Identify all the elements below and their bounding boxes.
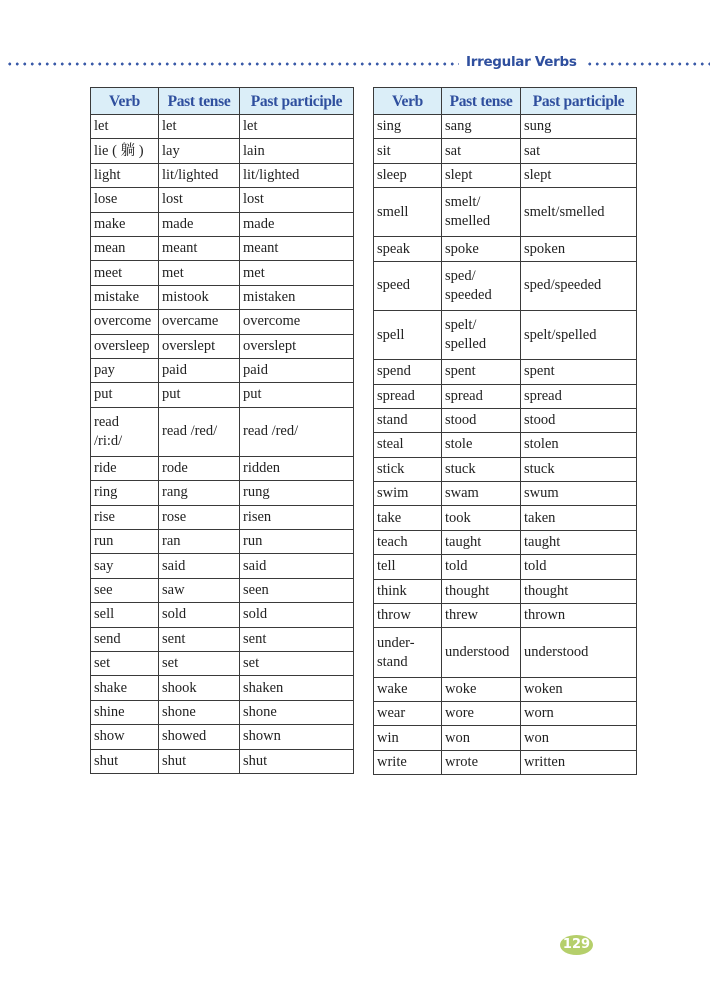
table-row (91, 139, 354, 163)
table-row (91, 188, 354, 212)
table-row (91, 578, 354, 602)
past-tense-cell: stood (442, 408, 521, 432)
past-participle-cell: sent (240, 627, 354, 651)
past-participle-cell: spelt/spelled (521, 310, 637, 359)
past-participle-cell: shone (240, 700, 354, 724)
verb-cell: wear (374, 702, 442, 726)
table-row (374, 408, 637, 432)
past-tense-cell: shone (159, 700, 240, 724)
table-row (91, 261, 354, 285)
past-tense-cell: took (442, 506, 521, 530)
table-row (374, 261, 637, 310)
past-participle-cell: worn (521, 702, 637, 726)
past-participle-cell: sat (521, 139, 637, 163)
verb-cell: win (374, 726, 442, 750)
past-tense-cell: won (442, 726, 521, 750)
column-header-past-tense: Past tense (159, 88, 240, 115)
past-participle-cell: slept (521, 163, 637, 187)
table-row (91, 505, 354, 529)
past-participle-cell: risen (240, 505, 354, 529)
past-tense-cell: rose (159, 505, 240, 529)
past-participle-cell: woken (521, 677, 637, 701)
past-participle-cell: made (240, 212, 354, 236)
verb-cell: stick (374, 457, 442, 481)
past-tense-cell: met (159, 261, 240, 285)
verb-cell: swim (374, 482, 442, 506)
past-tense-cell: rode (159, 456, 240, 480)
past-participle-cell: lit/lighted (240, 163, 354, 187)
past-participle-cell: seen (240, 578, 354, 602)
past-tense-cell: sent (159, 627, 240, 651)
past-tense-cell: lit/lighted (159, 163, 240, 187)
table-row (91, 676, 354, 700)
past-participle-cell: spent (521, 360, 637, 384)
past-tense-cell: read /red/ (159, 407, 240, 456)
past-participle-cell: stolen (521, 433, 637, 457)
verb-cell: oversleep (91, 334, 159, 358)
past-tense-cell: set (159, 652, 240, 676)
past-tense-cell: overcame (159, 310, 240, 334)
past-participle-cell: lost (240, 188, 354, 212)
verb-cell: smell (374, 188, 442, 237)
verb-cell: shine (91, 700, 159, 724)
table-row (91, 212, 354, 236)
past-participle-cell: lain (240, 139, 354, 163)
verb-cell: ride (91, 456, 159, 480)
past-tense-cell: said (159, 554, 240, 578)
past-tense-cell: rang (159, 481, 240, 505)
table-row (374, 384, 637, 408)
past-participle-cell: paid (240, 358, 354, 382)
verb-cell: rise (91, 505, 159, 529)
past-participle-cell: sped/speeded (521, 261, 637, 310)
verb-cell: make (91, 212, 159, 236)
table-row (91, 163, 354, 187)
past-participle-cell: overslept (240, 334, 354, 358)
table-row (91, 530, 354, 554)
table-row (374, 115, 637, 139)
column-header-past-participle: Past participle (521, 88, 637, 115)
table-row (91, 456, 354, 480)
table-row (374, 506, 637, 530)
verb-cell: put (91, 383, 159, 407)
verb-cell: lose (91, 188, 159, 212)
past-participle-cell: smelt/smelled (521, 188, 637, 237)
past-tense-cell: put (159, 383, 240, 407)
verb-cell: mean (91, 236, 159, 260)
verb-cell: lie ( 躺 ) (91, 139, 159, 163)
past-tense-cell: stuck (442, 457, 521, 481)
past-tense-cell: paid (159, 358, 240, 382)
verb-cell: show (91, 725, 159, 749)
table-row (91, 652, 354, 676)
table-row (91, 115, 354, 139)
past-participle-cell: let (240, 115, 354, 139)
verb-cell: see (91, 578, 159, 602)
past-participle-cell: swum (521, 482, 637, 506)
table-row (91, 334, 354, 358)
past-participle-cell: ridden (240, 456, 354, 480)
verb-cell: sleep (374, 163, 442, 187)
section-title: Irregular Verbs (466, 54, 577, 70)
verb-cell: think (374, 579, 442, 603)
past-tense-cell: wrote (442, 750, 521, 774)
table-header-row (91, 88, 354, 115)
past-tense-cell: showed (159, 725, 240, 749)
column-header-verb: Verb (374, 88, 442, 115)
past-tense-cell: lost (159, 188, 240, 212)
table-row (91, 725, 354, 749)
past-participle-cell: taught (521, 530, 637, 554)
past-tense-cell: let (159, 115, 240, 139)
table-row (374, 237, 637, 261)
past-participle-cell: shown (240, 725, 354, 749)
table-row (374, 433, 637, 457)
verb-cell: spread (374, 384, 442, 408)
past-participle-cell: written (521, 750, 637, 774)
past-participle-cell: thrown (521, 604, 637, 628)
verb-cell: spend (374, 360, 442, 384)
past-participle-cell: met (240, 261, 354, 285)
verb-cell: let (91, 115, 159, 139)
table-row (91, 285, 354, 309)
past-tense-cell: sped/ speeded (442, 261, 521, 310)
past-participle-cell: said (240, 554, 354, 578)
verb-cell: sing (374, 115, 442, 139)
dotted-rule-right (586, 62, 710, 66)
past-tense-cell: swam (442, 482, 521, 506)
past-participle-cell: taken (521, 506, 637, 530)
table-row (91, 700, 354, 724)
past-tense-cell: lay (159, 139, 240, 163)
verb-cell: write (374, 750, 442, 774)
past-participle-cell: spoken (521, 237, 637, 261)
column-header-past-tense: Past tense (442, 88, 521, 115)
past-tense-cell: made (159, 212, 240, 236)
past-participle-cell: understood (521, 628, 637, 677)
table-row (374, 750, 637, 774)
past-participle-cell: shut (240, 749, 354, 773)
verb-cell: ring (91, 481, 159, 505)
past-tense-cell: slept (442, 163, 521, 187)
past-participle-cell: run (240, 530, 354, 554)
past-participle-cell: sold (240, 603, 354, 627)
verb-cell: steal (374, 433, 442, 457)
verb-cell: sit (374, 139, 442, 163)
past-tense-cell: threw (442, 604, 521, 628)
verb-cell: send (91, 627, 159, 651)
irregular-verbs-table-left (90, 87, 354, 774)
past-tense-cell: sang (442, 115, 521, 139)
table-row (374, 457, 637, 481)
table-row (374, 628, 637, 677)
table-row (374, 579, 637, 603)
column-header-verb: Verb (91, 88, 159, 115)
table-row (374, 188, 637, 237)
past-tense-cell: ran (159, 530, 240, 554)
past-participle-cell: mistaken (240, 285, 354, 309)
table-row (374, 310, 637, 359)
past-participle-cell: told (521, 555, 637, 579)
past-participle-cell: sung (521, 115, 637, 139)
table-row (91, 383, 354, 407)
page-number-badge: 129 (560, 935, 593, 955)
past-tense-cell: sat (442, 139, 521, 163)
past-participle-cell: won (521, 726, 637, 750)
verb-cell: take (374, 506, 442, 530)
column-header-past-participle: Past participle (240, 88, 354, 115)
table-row (91, 358, 354, 382)
table-row (91, 310, 354, 334)
verb-cell: pay (91, 358, 159, 382)
table-row (374, 360, 637, 384)
past-participle-cell: spread (521, 384, 637, 408)
table-row (91, 236, 354, 260)
past-tense-cell: shook (159, 676, 240, 700)
past-participle-cell: set (240, 652, 354, 676)
table-row (91, 554, 354, 578)
table-header-row (374, 88, 637, 115)
past-tense-cell: told (442, 555, 521, 579)
verb-cell: tell (374, 555, 442, 579)
verb-cell: sell (91, 603, 159, 627)
verb-cell: mistake (91, 285, 159, 309)
past-tense-cell: thought (442, 579, 521, 603)
table-row (91, 481, 354, 505)
past-tense-cell: overslept (159, 334, 240, 358)
past-tense-cell: shut (159, 749, 240, 773)
table-row (374, 604, 637, 628)
verb-cell: spell (374, 310, 442, 359)
past-tense-cell: wore (442, 702, 521, 726)
past-tense-cell: spent (442, 360, 521, 384)
past-tense-cell: woke (442, 677, 521, 701)
past-tense-cell: mistook (159, 285, 240, 309)
past-participle-cell: rung (240, 481, 354, 505)
table-row (91, 407, 354, 456)
verb-cell: speak (374, 237, 442, 261)
verb-cell: throw (374, 604, 442, 628)
verb-cell: read /ri:d/ (91, 407, 159, 456)
past-tense-cell: spread (442, 384, 521, 408)
past-participle-cell: thought (521, 579, 637, 603)
past-participle-cell: overcome (240, 310, 354, 334)
past-tense-cell: understood (442, 628, 521, 677)
past-tense-cell: spelt/ spelled (442, 310, 521, 359)
table-row (374, 702, 637, 726)
verb-cell: teach (374, 530, 442, 554)
past-tense-cell: stole (442, 433, 521, 457)
verb-cell: shake (91, 676, 159, 700)
verb-cell: meet (91, 261, 159, 285)
verb-cell: under- stand (374, 628, 442, 677)
table-row (374, 163, 637, 187)
table-row (374, 726, 637, 750)
table-row (374, 530, 637, 554)
verb-cell: speed (374, 261, 442, 310)
past-tense-cell: taught (442, 530, 521, 554)
table-row (374, 555, 637, 579)
verb-cell: overcome (91, 310, 159, 334)
table-row (374, 139, 637, 163)
past-participle-cell: read /red/ (240, 407, 354, 456)
past-tense-cell: saw (159, 578, 240, 602)
table-row (374, 482, 637, 506)
verb-cell: shut (91, 749, 159, 773)
past-participle-cell: stuck (521, 457, 637, 481)
verb-cell: run (91, 530, 159, 554)
verb-cell: wake (374, 677, 442, 701)
past-tense-cell: sold (159, 603, 240, 627)
past-participle-cell: meant (240, 236, 354, 260)
verb-cell: say (91, 554, 159, 578)
table-row (91, 749, 354, 773)
past-tense-cell: spoke (442, 237, 521, 261)
past-tense-cell: smelt/ smelled (442, 188, 521, 237)
table-row (374, 677, 637, 701)
verb-cell: set (91, 652, 159, 676)
dotted-rule-left (6, 62, 459, 66)
past-participle-cell: shaken (240, 676, 354, 700)
verb-cell: light (91, 163, 159, 187)
table-row (91, 603, 354, 627)
past-participle-cell: put (240, 383, 354, 407)
past-participle-cell: stood (521, 408, 637, 432)
table-row (91, 627, 354, 651)
irregular-verbs-table-right (373, 87, 637, 775)
past-tense-cell: meant (159, 236, 240, 260)
verb-cell: stand (374, 408, 442, 432)
